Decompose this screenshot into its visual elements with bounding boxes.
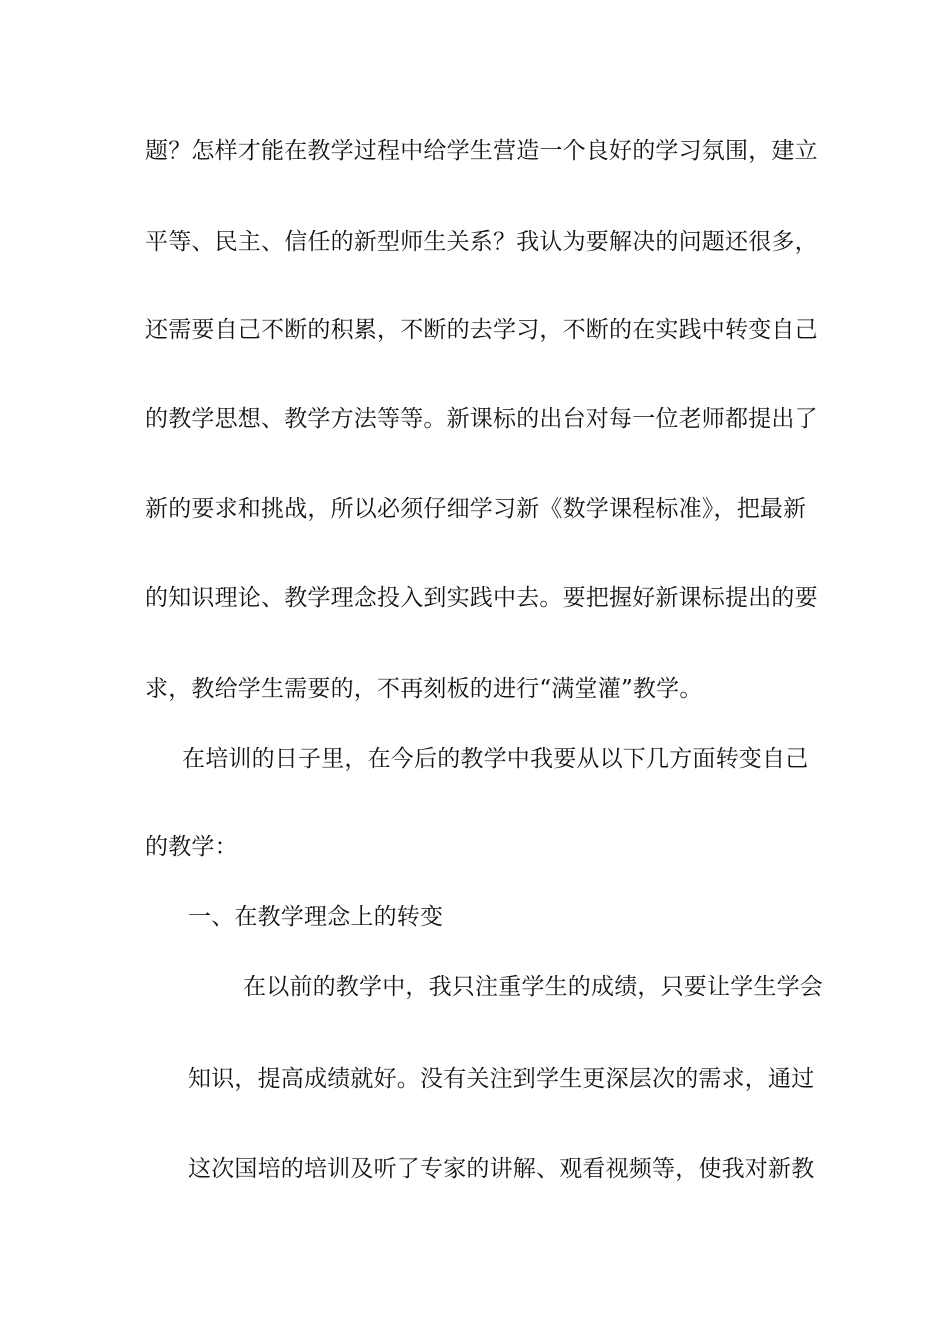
paragraph-line: 的教学： [145, 834, 238, 860]
paragraph-line: 的教学思想、教学方法等等。新课标的出台对每一位老师都提出了 [145, 406, 818, 432]
paragraph-line: 知识，提高成绩就好。没有关注到学生更深层次的需求，通过 [188, 1066, 815, 1092]
paragraph-line: 在培训的日子里，在今后的教学中我要从以下几方面转变自己 [182, 746, 809, 772]
paragraph-line: 求，教给学生需要的，不再刻板的进行“满堂灌”教学。 [145, 676, 703, 702]
section-heading: 一、在教学理念上的转变 [188, 904, 444, 930]
paragraph-line: 还需要自己不断的积累，不断的去学习，不断的在实践中转变自己 [145, 317, 818, 343]
paragraph-line: 在以前的教学中，我只注重学生的成绩，只要让学生学会 [243, 974, 823, 1000]
paragraph-line: 新的要求和挑战，所以必须仔细学习新《数学课程标准》，把最新 [145, 496, 807, 522]
paragraph-line: 的知识理论、教学理念投入到实践中去。要把握好新课标提出的要 [145, 585, 818, 611]
paragraph-line: 题？怎样才能在教学过程中给学生营造一个良好的学习氛围，建立 [145, 138, 818, 164]
paragraph-line: 平等、民主、信任的新型师生关系？我认为要解决的问题还很多， [145, 229, 818, 255]
paragraph-line: 这次国培的培训及听了专家的讲解、观看视频等，使我对新教 [188, 1156, 815, 1182]
